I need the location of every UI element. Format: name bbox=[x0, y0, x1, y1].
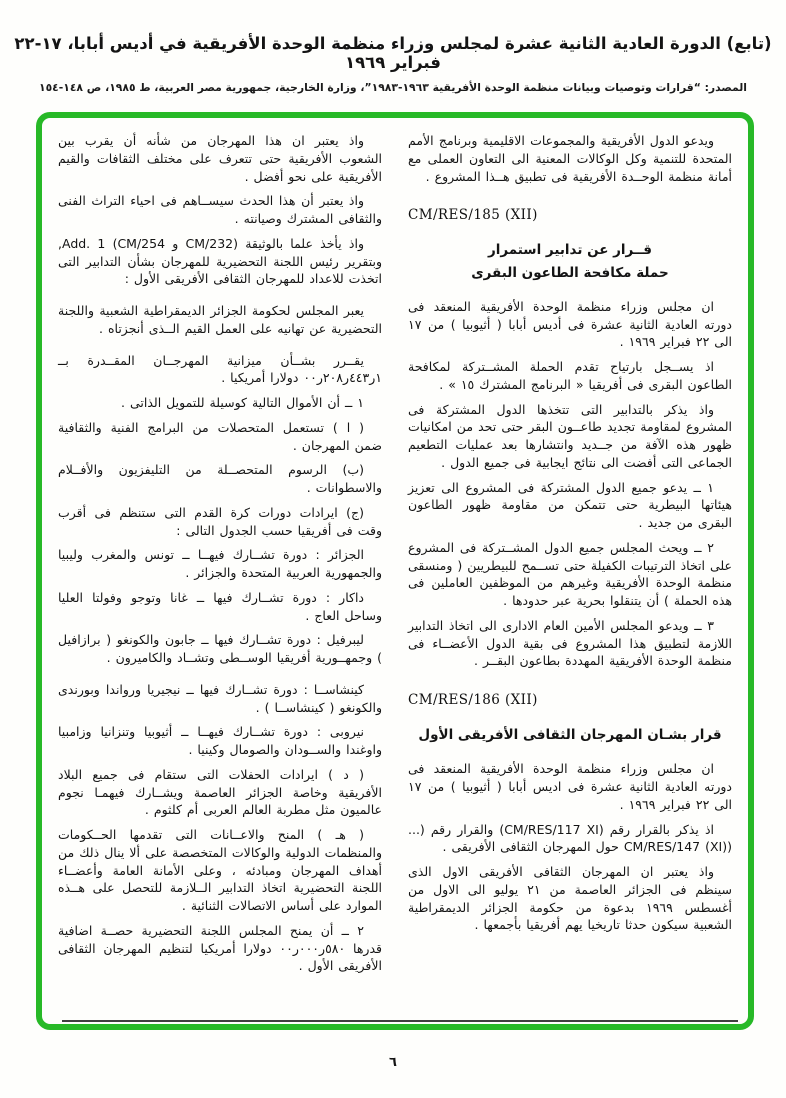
paragraph-tournament-dakar: داكار : دورة تشــارك فيها ــ غانا وتوجو وفولتا العليا وساحل العاج . bbox=[58, 589, 382, 623]
column-left-continuation bbox=[58, 132, 382, 1010]
paragraph: واذ يأخذ علما بالوثيقة (CM/232 و CM/254) Add. 1, وبتقرير رئيس اللجنة التحضيرية للمهرجان بشأن التدابير التى اتخذت للاعداد للمهرجان الثقافى الأفريقى الأول : bbox=[58, 235, 382, 287]
paragraph-res185-item2: ٢ ــ ويحث المجلس جميع الدول المشــتركة فى المشروع على اتخاذ الترتيبات الكفيلة حتى تســمح للبيطريين ( ومنسقى منظمة الوحدة الأفريقية وغيرهم من الموظفين العاملين فى هذه الحملة ) أن يتنقلوا بحرية عبر حدودها . bbox=[408, 539, 732, 609]
paragraph-res185-item3: ٣ ــ ويدعو المجلس الأمين العام الادارى الى اتخاذ التدابير اللازمة لتطبيق هذا المشروع فى بقية الدول الأعضــاء فى منظمة الوحدة الأفريقية المهددة بطاعون البقــر . bbox=[408, 617, 732, 669]
columns-container bbox=[58, 132, 732, 1010]
paragraph-tournament-algiers: الجزائر : دورة تشــارك فيهــا ــ تونس والمغرب وليبيا والجمهورية العربية المتحدة والجزائر . bbox=[58, 547, 382, 580]
paragraph-item-a: ( ا ) تستعمل المتحصلات من البرامج الفنية والثقافية ضمن المهرجان . bbox=[58, 419, 382, 453]
paragraph: واذ يعتبر ان هذا المهرجان من شأنه أن يقرب بين الشعوب الأفريقية حتى تتعرف على مختلف الثقافات والقيم الأفريقية على نحو أفضل . bbox=[58, 133, 382, 184]
paragraph-item-d: ( د ) ايرادات الحفلات التى ستقام فى جميع البلاد الأفريقية وخاصة الجزائر العاصمة ويشــارك فيهمـا نجوم عالميون مثل مطربة العالم العربى أم كلثوم . bbox=[58, 766, 382, 818]
paragraph-tournament-libreville: ليبرفيل : دورة تشــارك فيها ــ جابون والكونغو ( برازافيل ) وجمهــورية أفريقيا الوســطى وتشــاد والكاميرون . bbox=[58, 632, 382, 665]
column-right-first-reading bbox=[408, 132, 732, 1010]
resolution-title-186: قرار بشـان المهرجان الثقافى الأفريقى الأول bbox=[418, 727, 722, 744]
document-frame bbox=[36, 112, 754, 1030]
paragraph-item-2: ٢ ــ أن يمنح المجلس اللجنة التحضيرية حصــة اضافية قدرها ٥٨٠ر٠٠٠ر٠٠ دولارا أمريكيا لتنظيم المهرجان الثقافى الأفريقى الأول . bbox=[58, 922, 382, 974]
resolution-ref-185: CM/RES/185 (XII) bbox=[408, 207, 538, 224]
paragraph-res185-recital1: اذ يســجل بارتياح تقدم الحملة المشــتركة لمكافحة الطاعون البقرى فى أفريقيا « البرنامج المشترك ١٥ » . bbox=[408, 359, 732, 392]
paragraph-res186-recital2: واذ يعتبر ان المهرجان الثقافى الأفريقى الاول الذى سينظم فى الجزائر العاصمة من ٢١ يوليو الى الاول من أغسطس ١٩٦٩ بدعوة من حكومة الجزائر الديمقراطية الشعبية سيكون حدثا تاريخيا يهم أفريقيا بأجمعها . bbox=[408, 864, 733, 933]
paragraph-tournament-nairobi: نيروبى : دورة تشــارك فيهــا ــ أثيوبيا وتنزانيا وزامبيا واوغندا والســودان والصومال وكينيا . bbox=[58, 724, 382, 757]
paragraph-res185-item1: ١ ــ يدعو جميع الدول المشتركة فى المشروع الى تعزيز هيئاتها البيطرية حتى تتمكن من مقاومة ظهور الطاعون البقرى من جديد . bbox=[408, 479, 732, 531]
resolution-title-185: قــرار عن تدابير استمرار حملة مكافحة الطاعون البقرى bbox=[471, 242, 669, 281]
source-line: المصدر: “قرارات وتوصيات وبيانات منظمة الوحدة الأفريقية ١٩٦٣-١٩٨٣”، وزارة الخارجية، جمهورية مصر العربية، ط ١٩٨٥، ص ١٤٨-١٥٤ bbox=[38, 81, 747, 94]
paragraph-tournament-kinshasa: كينشاســا : دورة تشــارك فيها ــ نيجيريا ورواندا وبورندى والكونغو ( كينشاســا ) . bbox=[58, 681, 382, 715]
page-title: (تابع) الدورة العادية الثانية عشرة لمجلس وزراء منظمة الوحدة الأفريقية في أديس أبابا، ١٧-٢٢ فبراير ١٩٦٩ bbox=[14, 34, 772, 72]
paragraph-budget: يقــرر بشــأن ميزانية المهرجــان المقــدرة بــ ١ر٤٤٣ر٢٠٨ر٠٠ دولارا أمريكيا . bbox=[58, 352, 382, 386]
paragraph-res185-recital2: واذ يذكر بالتدابير التى تتخذها الدول المشتركة فى المشروع لمقاومة تجديد طاعــون البقر حتى تحد من امكانيات ظهور هذه الآفة من جــديد وانتشارها بعد عمليات التطعيم الجماعى التى أفضت الى نتائج ايجابية فى جميع الدول . bbox=[408, 401, 732, 470]
page-header bbox=[0, 34, 786, 94]
paragraph-item-h: ( هـ ) المنح والاعــانات التى تقدمها الحــكومات والمنظمات الدولية والوكالات المتخصصة على ألا ينال ذلك من أهداف المهرجان ومبادئه ، وعلى الأمانة العامة وأعضــاء اللجنة التحضيرية اتخاذ التدابير الــلازمة للتحصل على هــذه الموارد على أساس الاتصالات الثنائية . bbox=[58, 827, 382, 913]
paragraph: يعبر المجلس لحكومة الجزائر الديمقراطية الشعبية واللجنة التحضيرية عن تهانيه على العمل القيم الــذى أنجزتاه . bbox=[58, 303, 382, 336]
paragraph-item-1: ١ ــ أن الأموال التالية كوسيلة للتمويل الذاتى . bbox=[121, 395, 364, 410]
paragraph-res186-preamble: ان مجلس وزراء منظمة الوحدة الأفريقية المنعقد فى دورته العادية الثانية عشرة فى اديس أبابا ( أثيوبيا ) من ١٧ الى ٢٢ فبراير ١٩٦٩ . bbox=[408, 761, 732, 812]
paragraph-res186-recital1: اذ يذكر بالقرار رقم (CM/RES/117 XI) والقرار رقم (... (CM/RES/147 (XI) حول المهرجان الثقافى الأفريقى . bbox=[408, 821, 732, 855]
paragraph: واذ يعتبر أن هذا الحدث سيســاهم فى احياء التراث الفنى والثقافى المشترك وصيانته . bbox=[58, 193, 382, 226]
scan-artifact-line bbox=[62, 1020, 738, 1022]
resolution-ref-186: CM/RES/186 (XII) bbox=[408, 692, 538, 709]
page-number: ٦ bbox=[389, 1055, 397, 1070]
paragraph-item-c: (ج) ايرادات دورات كرة القدم التى ستنظم فى أقرب وقت فى أفريقيا حسب الجدول التالى : bbox=[58, 504, 382, 538]
paragraph-intro: ويدعو الدول الأفريقية والمجموعات الاقليمية وبرنامج الأمم المتحدة للتنمية وكل الوكالات المعنية الى التعاون العملى مع أمانة منظمة الوحــدة الأفريقية فى تطبيق هــذا المشروع . bbox=[408, 133, 732, 184]
paragraph-res185-preamble: ان مجلس وزراء منظمة الوحدة الأفريقية المنعقد فى دورته العادية الثانية عشرة فى أديس أبابا ( أثيوبيا ) من ١٧ الى ٢٢ فبراير ١٩٦٩ . bbox=[408, 298, 732, 350]
paragraph-item-b: (ب) الرسوم المتحصــلة من التليفزيون والأفــلام والاسطوانات . bbox=[58, 462, 382, 495]
